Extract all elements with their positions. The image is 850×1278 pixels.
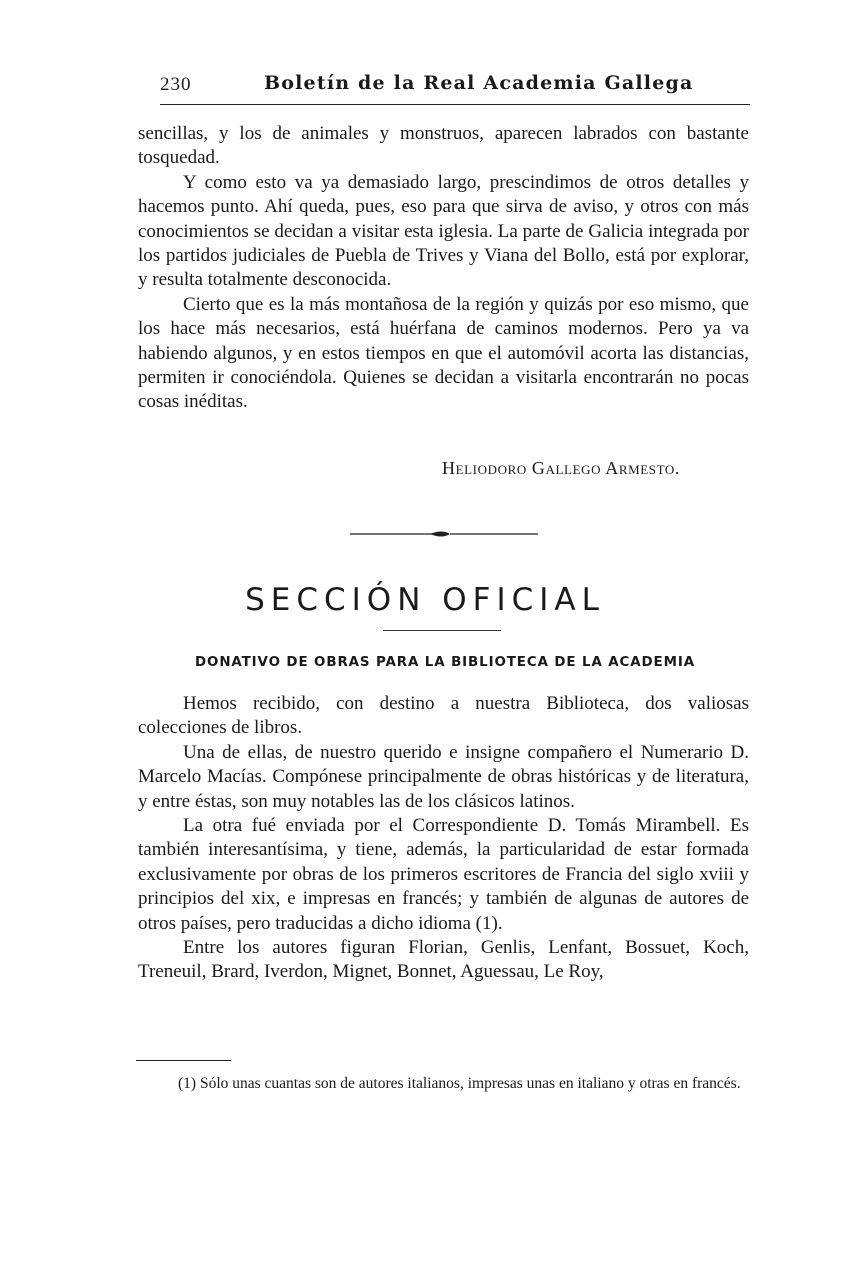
author-signature: Heliodoro Gallego Armesto. (442, 458, 681, 478)
running-header (160, 70, 750, 105)
section-title: SECCIÓN OFICIAL (245, 582, 605, 618)
footnote-rule (136, 1060, 231, 1061)
page-number: 230 (160, 74, 192, 95)
running-title: Boletín de la Real Academia Gallega (264, 72, 694, 94)
paragraph: Hemos recibido, con destino a nuestra Biblioteca, dos valiosas colecciones de libros. (138, 693, 749, 739)
paragraph: Entre los autores figuran Florian, Genlis, Lenfant, Bossuet, Koch, Treneuil, Brard, Iverdon, Mignet, Bonnet, Aguessau, Le Roy, (138, 937, 749, 983)
section-rule (383, 630, 501, 631)
article-continuation (138, 122, 749, 415)
paragraph: Cierto que es la más montañosa de la región y quizás por eso mismo, que los hace más necesarios, está huérfana de caminos modernos. Pero ya va habiendo algunos, y en estos tiempos en que el automóvil acorta las distancias, permiten ir conociéndola. Quienes se decidan a visitarla encontrarán no pocas cosas inéditas. (138, 293, 749, 413)
footnote (136, 1073, 750, 1094)
paragraph: Y como esto va ya demasiado largo, prescindimos de otros detalles y hacemos punto. Ahí queda, pues, eso para que sirva de aviso, y otros con más conocimientos se decidan a visitar esta iglesia. La parte de Galicia integrada por los partidos judiciales de Puebla de Trives y Viana del Bollo, está por explorar, y resulta totalmente desconocida. (138, 171, 749, 291)
section-subheading: DONATIVO DE OBRAS PARA LA BIBLIOTECA DE LA ACADEMIA (195, 655, 695, 670)
footnote-text: (1) Sólo unas cuantas son de autores italianos, impresas unas en italiano y otras en francés. (178, 1075, 741, 1092)
paragraph: Una de ellas, de nuestro querido e insigne compañero el Numerario D. Marcelo Macías. Compónese principalmente de obras históricas y de literatura, y entre éstas, son muy notables las de los clásicos latinos. (138, 741, 749, 812)
paragraph: sencillas, y los de animales y monstruos, aparecen labrados con bastante tosquedad. (138, 123, 749, 169)
ornament-divider (350, 528, 538, 540)
section-body (138, 692, 749, 985)
paragraph: La otra fué enviada por el Correspondiente D. Tomás Mirambell. Es también interesantísima, y tiene, además, la particularidad de estar formada exclusivamente por obras de los primeros escritores de Francia del siglo xviii y principios del xix, e impresas en francés; y también de algunas de autores de otros países, pero traducidas a dicho idioma (1). (138, 815, 749, 934)
